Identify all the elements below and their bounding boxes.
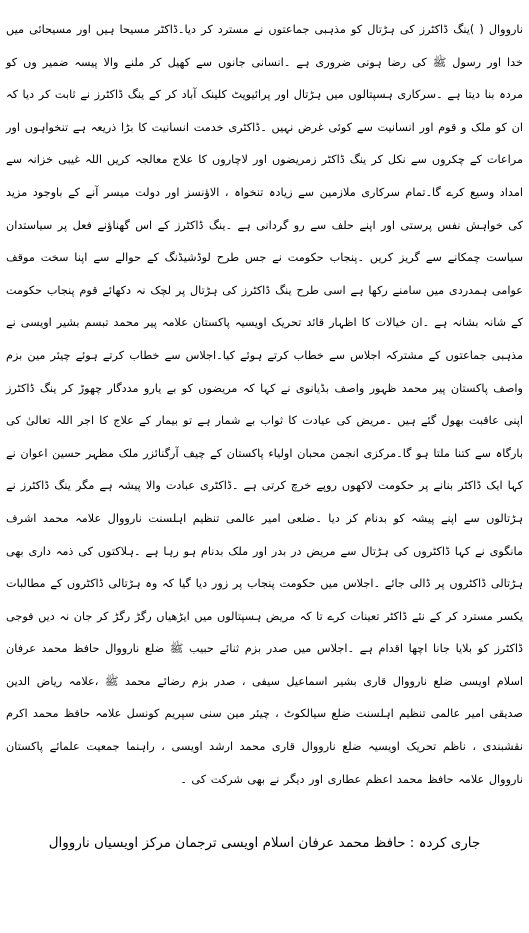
issued-by-footer: جاری کردہ : حافظ محمد عرفان اسلام اویسی ترجمان مرکز اویسیاں نارووال xyxy=(48,835,481,851)
article-body: نارووال ( )ینگ ڈاکٹرز کی ہڑتال کو مذہبی جماعتوں نے مسترد کر دیا۔ڈاکٹر مسیحا ہیں اور مسیحائی میں خدا اور رسول ﷺ کی رضا ہونی ضروری ہے ۔انسانی جانوں سے کھیل کر ملنے والا پیسہ ضمیر وں کو مردہ بنا دیتا ہے ۔سرکاری ہسپتالوں میں ہڑتال اور پرائیویٹ کلینک آباد کر کے ینگ ڈاکٹرز نے ثابت کر دیا کہ ان کو ملک و قوم اور انسانیت سے کوئی غرض نہیں ۔ڈاکٹری خدمت انسانیت کا بڑا ذریعہ ہے تنخواہوں اور مراعات کے چکروں سے نکل کر ینگ ڈاکٹر زمریضوں اور لاچاروں کا علاج معالجہ کریں اللہ غیبی خزانہ سے امداد وسیع کرے گا۔تمام سرکاری ملازمین سے زیادہ تنخواہ ، الاؤنسز اور دولت میسر آنے کے باوجود مزید کی خواہش نفس پرستی اور اپنے حلف سے رو گردانی ہے ۔ینگ ڈاکٹرز کے اس گھناؤنے فعل پر سیاستدان سیاست چمکانے سے گریز کریں ۔پنجاب حکومت نے جس طرح لوڈشیڈنگ کے حوالے سے اپنا سخت موقف عوامی ہمدردی میں سامنے رکھا ہے اسی طرح ینگ ڈاکٹرز کی ہڑتال پر لچک نہ دکھائے قوم پنجاب حکومت کے شانہ بشانہ ہے ۔ان خیالات کا اظہار قائد تحریک اویسیہ پاکستان علامہ پیر محمد تبسم بشیر اویسی نے مذہبی جماعتوں کے مشترکہ اجلاس سے خطاب کرتے ہوئے کیا۔اجلاس سے خطاب کرتے ہوئے چیئر مین بزم واصف پاکستان پیر محمد ظہور واصف بڈیانوی نے کہا کہ مریضوں کو بے یارو مددگار چھوڑ کر ینگ ڈاکٹرز اپنی عاقبت بھول گئے ہیں ۔مریض کی عیادت کا ثواب بے شمار ہے تو بیمار کے علاج کا اجر اللہ تعالیٰ کی بارگاہ سے کتنا ملتا ہو گا۔مرکزی انجمن محبان اولیاء پاکستان کے چیف آرگنائزر ملک مظہر حسین اعوان نے کہا ایک ڈاکٹر بنانے پر حکومت لاکھوں روپے خرچ کرتی ہے ۔ڈاکٹری عبادت والا پیشہ ہے مگر ینگ ڈاکٹرز نے ہڑتالوں سے اپنے پیشہ کو بدنام کر دیا ۔ضلعی امیر عالمی تنظیم اہلسنت نارووال علامہ محمد اشرف مانگوی نے کہا ڈاکٹروں کی ہڑتال سے مریض در بدر اور ملک بدنام ہو رہا ہے ۔ہلاکتوں کی ذمہ داری بھی ہڑتالی ڈاکٹروں پر ڈالی جائے ۔اجلاس میں حکومت پنجاب پر زور دیا گیا کہ وہ ہڑتالی ڈاکٹروں کے مطالبات یکسر مسترد کر کے نئے ڈاکٹر تعینات کرے تا کہ مریض ہسپتالوں میں ایڑھیاں رگڑ رگڑ کر جان نہ دیں فوجی ڈاکٹرز کو بلایا جانا اچھا اقدام ہے ۔اجلاس میں صدر بزم ثنائے حبیب ﷺ ضلع نارووال حافظ محمد عرفان اسلام اویسی ضلع نارووال قاری بشیر اسماعیل سیفی ، صدر بزم رضائے محمد ﷺ ،علامہ ریاض الدین صدیقی امیر عالمی تنظیم اہلسنت ضلع سیالکوٹ ، چیئر مین سنی سپریم کونسل علامہ حافظ محمد اکرم نقشبندی ، ناظم تحریک اویسیہ ضلع نارووال قاری محمد ارشد اویسی ، راہنما جمعیت علمائے پاکستان نارووال علامہ حافظ محمد اعظم عطاری اور دیگر نے بھی شرکت کی ۔ xyxy=(6,23,523,786)
